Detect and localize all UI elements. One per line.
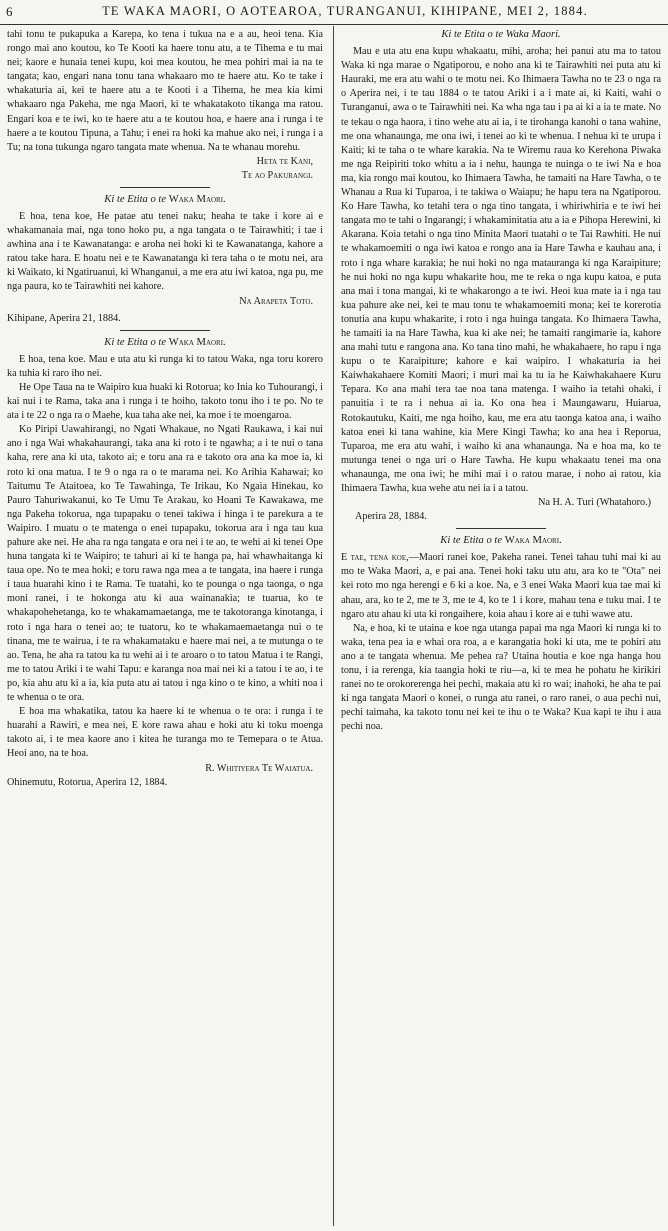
letter-3-heading-paper: Waka Maori. [168, 336, 226, 348]
letter-3-paragraph-2: Ko Piripi Uawahirangi, no Ngati Whakaue, no Ngati Raukawa, i kai nui ano i nga Wai whakahaurangi, taka ana ki roto i te ngawha; a i te nui o tana kaha, rere ana ki uta, takoto ai; e toru ana ra e takoto ora ana ka moe ia, ki roto ki ona matua. I te 9 o nga ra o te marama nei. Ko Arihia Kahawai; ko Taitumu Te Ataitoea, ko Te Tawahinga, Te Irikau, Ko Ngaia Hinekau, ko Pauro Tahuriwakanui, ko Te Umu Te Arakau, ko Hoani Te Kawakawa, me nga Pakeha tokorua, nga tupapaku o tenei takiwa i hinga i te parekura a te Waipiro. I muatu o te matenga o enei tupapaku, tokorua ara i nga tau kua pahure ake nei. He aha ra nga tangata e ora nei i te ao, te wehi ai ki tenei Ope huna tangata ki te Waipiro; te tahuri ai ki te hanga pa, hai whawhaitanga ki taua ope. No te mea hoki; e toru rawa nga mea a te tangata, ina haere i runga i taua huarahi kino i te Rama. Te tuatahi, ko te pounga o nga taonga, o nga moni ranei, i te hokonga atu ki aua wainanakia; te tuarua, ko te whakapohehetanga, ko te whakamamaetanga, me te takotoranga kinotanga, i roto i nga hara o tenei ao; te tuatoru, ko te whakamaemaetanga nui o te tinana, me te wairua, i te ra whakamataku e haere mai nei, a te mutunga o te ao. Tena, he aha ra tatou ka tu wehi ai i te aroaro o to tatou Matua i te Rangi, me to tatou Ariki i te wahi Tapu: e karanga noa mai nei ki a tatou i te ao, i te po, kia ahu atu ki a ia, kia puta atu ai tatou i nga kino o te kino, a whiti noa i te whenua o te ora. [7, 424, 323, 704]
letter-1-signature-place: Te ao Pakurangi. [241, 169, 313, 181]
right-column [341, 28, 661, 1228]
letter-2-heading-paper: Waka Maori. [168, 193, 226, 205]
column-divider [333, 26, 334, 1226]
page-header [0, 0, 668, 25]
letter-5-paragraph-2: Na, e hoa, ki te utaina e koe nga utanga papai ma nga Maori ki runga ki to waka, tena pea ia e whai ora roa, a e karangatia hoki ki uta, me te pohiri atu ano a te tangata whenua. Me pehea ra? Utaina houtia e koe nga hanga hou tonu, i ia rerenga, kia taangia hoki te riu—a, ki te mea he pohatu he kirikiri ranei no te orokorerenga hei pechi, makaia atu ki ro wai; inahoki, he aha te pai ki nga tangata Maori o konei, o runga atu ranei, o raro ranei, o aua pechi nui, pechi taimaha, ka takoto tonu nei kei te ihu o te Waka? Kua kapi te ihu i aua pechi noa. [341, 622, 661, 733]
letter-2-date: Kihipane, Aperira 21, 1884. [7, 312, 121, 324]
letter-3-heading [7, 336, 323, 350]
letter-4-signature [341, 496, 661, 510]
letter-5-heading-paper: Waka Maori. [504, 535, 562, 547]
letter-4-heading: Ki te Etita o te Waka Maori. [441, 29, 561, 40]
left-column [7, 28, 323, 1228]
letter-4-signature-alias: (Whatahoro.) [596, 497, 651, 509]
letter-1-body: tahi tonu te pukapuka a Karepa, ko tena i tukua na e a au, heoi tena. Kia rongo mai ano koutou, ko Te Kooti ka haere tonu atu, a te Tihema e tu mai nei; kaore e hunaia tenei kupu, koi mea koutou, he mea pohiri mai ia na te tangata; kao, engari nana tonu tana whakaaro mo te haere atu. Ko te take i whakaturia ai, kei te haere atu a te Kooti i a Tihema, he mea kia kimi whakaaro nga Pakeha, me nga Maori, ki te whakatakoto tikanga ma ratou. Engari koa e te iwi, ko te haere atu a te koutou hoa, e haere ana i runga i te haere a te koutou Tipuna, a Tahu; i enei ra hoki ka mahue ako nei, i runga i a Tu; na tona tukunga ngaro tangata mate whenua. Na te whanau morehu. [7, 29, 323, 153]
letter-3-signature: R. Whitiyera Te Waiatua. [205, 762, 313, 774]
letter-4-signature-name: Na H. A. Turi [538, 497, 594, 509]
letter-2-signature: Na Arapeta Toto. [239, 295, 313, 307]
letter-3-date: Ohinemutu, Rotorua, Aperira 12, 1884. [7, 776, 168, 788]
page-number: 6 [6, 4, 13, 19]
letter-5-paragraph-1-text: —Maori ranei koe, Pakeha ranei. Tenei tahau tuhi mai ki au mo te Waka Maori, a, e pai ana. Tenei hoki taku utu atu, ara ko te "Ota" nei kei roto mo nga herengi e 6 ki a koe. Na, e 3 enei Waka Maori kua tae mai ki ahau, ara, ko te 2, me te 3, me te 4, ko te 1 i kore, mahau tena e tuku mai. I te ngaro atu ahau ki uta ki rongaihere, koia ahau i kore ai e tuhi wawe atu. [341, 552, 661, 620]
letter-5-salutation: E tae, tena koe, [341, 552, 409, 564]
letter-2-body: E hoa, tena koe, He patae atu tenei naku; heaha te take i kore ai e whakamanaia mai, nga tono hoko pu, a nga tangata o te Tairawhiti; i tae i awhina ana i te Kawanatanga: e aroha nei hoki ki te Kawanatanga, kahore a ratou take hara. E hoatu nei e te Kawanatanga ki tera taha o te motu nei, ara ki Waikato, ki Ngatiruanui, ki Whanganui, a me era atu iwi katoa, nga pu, me nga paura, ko te Tairawhiti nei kahore. [7, 210, 323, 293]
section-divider [120, 330, 210, 331]
letter-3-intro: E hoa, tena koe. Mau e uta atu ki runga ki to tatou Waka, nga toru korero ka tuhia ki raro iho nei. [7, 353, 323, 379]
letter-4-body: Mau e uta atu ena kupu whakaatu, mihi, aroha; hei panui atu ma to tatou Waka ki nga marae o Ngatiporou, e noho ana ki te Tairawhiti nei puta atu ki Hauraki, me era atu wahi o te motu nei. Ko Ihimaera Tawha no te 23 o nga ra o Aperira nei, i te tau 1884 o te tatou Ariki i a i mate ai, ki Kaiti, wahi o Turanganui, awa o te Tairawhiti nei. Ka wha nga tau i pa ai ki a ia te mate. No te tekau o nga haora, i tino wehe atu ai ia, i te tirohanga kanohi o tana wahine, me ona whanaunga, me ona iwi, i tenei ao ki te whenua. I nehua ki te urupa i Kaiti; ki te taha o te whare karakia. Na te Wiremu raua ko Kerehona Piwaka me nga Reipiriti toko whitu a ia i nehu, haunga te nuinga o te iwi Na e hoa ma, kia rongo mai koutou, ko Ihimaera Tawha, he tamaiti na Hare Tawha, o te Whanau a Rua ki Tuparoa, i te takiwa o Waiapu; he hapu tera na Ngatiporou. Ko Hare Tawha, ko tetahi tera o nga tino tangata, i whiriwhiria e te iwi hei tangata mo te tahi o Ingarangi; i whakaminitatia atu a ia e Pihopa Herewini, ki Akarana. Koia tetahi o nga tino Minita Maori tuatahi o te Tai Rawhiti. He nui te whakamoemiti o nga iwi katoa e rongo ana ia Hare Tawha e kauhau ana, i roto i nga whare karakia; he nui hoki no nga matauranga ki nga Karaipiture; he nui hoki no nga kupu whakarite hou, me te reka o nga kupu katoa, e puta ana mai i tona mangai, ki te whakarongo a te iwi. Heoi kua mate ia i nga tau kua pahure ake nei, kei te mau tonu te whakamoemiti mona; kei te korerotia tonutia ana kupu whakarite, i roto i nga huinga tangata. Ko Ihimaera Tawha, he tamaiti ia na Hare Tawha, kua ki ake nei; he tamaiti rangimarie ia, kahore ana mahi tutu e rangona ana. Ko tana tino mahi, he whakahaere, ho rapu i nga kupu o te Karaipiture; kahore e kai waipiro. I whakaturia ia hei Kaiwhakahaere Komiti Maori; i muri mai ka tu ia he Kaiwhakahaere Kuru Tepara. Ko ana mahi tera tae noa tana matenga. I waiho ia tetahi ohaki, i panuitia i te ra i nehua ai ia. Ko ona hea i Maungawaru, Huiarua, Rotokautuku, Kaiti, me nga hoiho, kau, me era atu taonga katoa ana, i waiho katoa enei ki tana wahine, kia Mere Kingi Tawha; ko ana hea i Reporua, Tuparoa, me era atu wahi, i waiho ki ana whanaunga. Na e hoa ma, ko te mutunga tenei o nga uri o Hare Tawha. He kupu whakaatu tenei ma ona whanaunga, me ona iwi; he mihi mai i o ratou marae, i noho ai ratou, kia Ihimaera Tawha, kua wehe atu nei ia i a tatou. [341, 46, 661, 494]
letter-1-signature-name: Heta te Kani, [256, 155, 313, 167]
letter-5-heading-prefix: Ki te Etita o te [440, 535, 503, 547]
letter-4-date: Aperira 28, 1884. [355, 511, 427, 523]
letter-2-heading [7, 193, 323, 207]
section-divider [456, 528, 546, 529]
masthead-title: TE WAKA MAORI, O AOTEAROA, TURANGANUI, KIHIPANE, MEI 2, 1884. [102, 4, 588, 18]
letter-2-heading-prefix: Ki te Etita o te [104, 193, 167, 205]
letter-5-heading [341, 534, 661, 548]
letter-3-heading-prefix: Ki te Etita o te [104, 336, 167, 348]
section-divider [120, 187, 210, 188]
letter-5-paragraph-1 [341, 551, 661, 621]
letter-3-paragraph-1: He Ope Taua na te Waipiro kua huaki ki Rotorua; ko Inia ko Tuhourangi, i kai nui i te Rama, taka ana i runga i te hoiho, takoto tonu iho i te po. No te ata i te 22 o nga ra o Maehe, kua taha ake nei, ka moe i te moengaroa. [7, 381, 323, 422]
letter-3-paragraph-3: E hoa ma whakatika, tatou ka haere ki te whenua o te ora: i runga i te huarahi a Rawiri, e mea nei, E kore rawa ahau e hoki atu ki toku moenga takoto ai, i te mea kaore ano i kitea he turanga mo te Temepara o te Atua. Heoi ano, na te hoa. [7, 706, 323, 760]
